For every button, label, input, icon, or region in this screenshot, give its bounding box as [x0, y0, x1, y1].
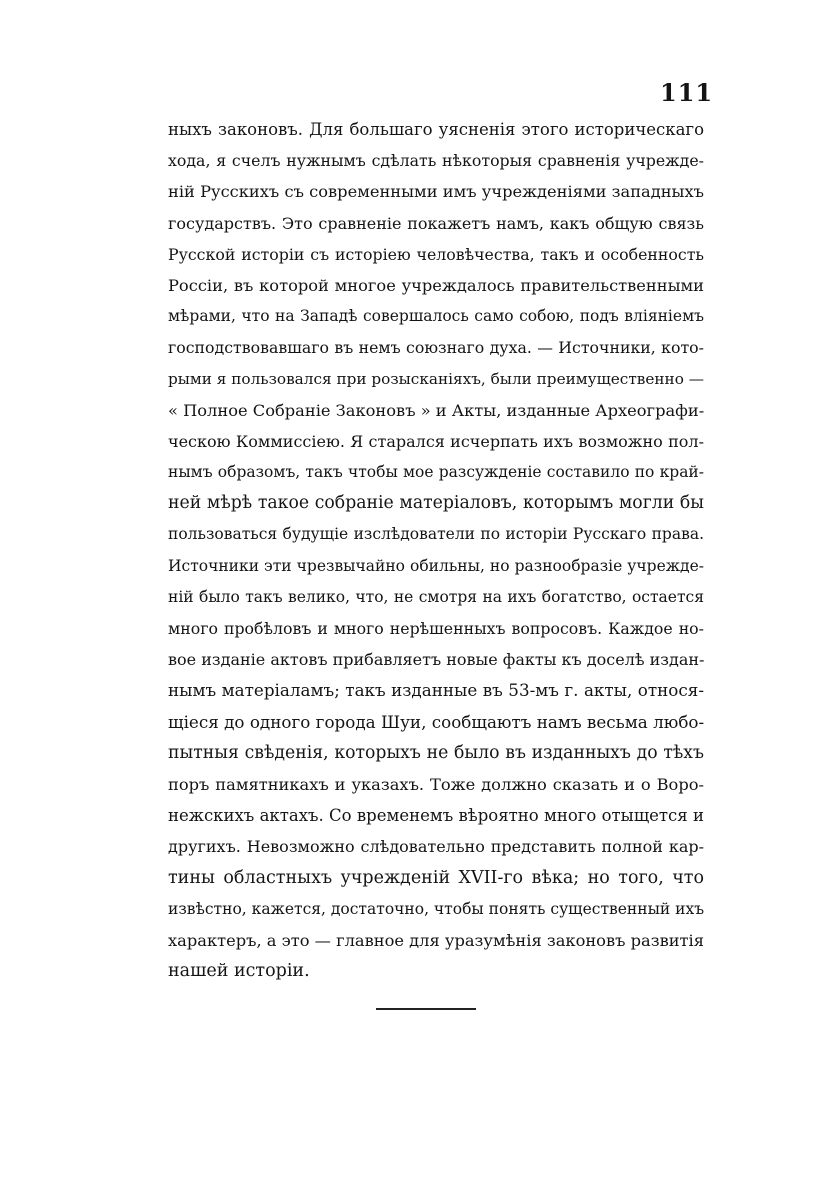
text-line: щіеся до одного города Шуи, сообщаютъ намъ весьма любо- — [168, 711, 704, 732]
page-number: 111 — [660, 78, 714, 107]
text-line: ній было такъ велико, что, не смотря на ихъ богатство, остается — [168, 587, 704, 606]
text-line-final: нашей исторіи. — [168, 961, 310, 982]
text-line: « Полное Собраніе Законовъ » и Акты, изданные Археографи- — [168, 400, 704, 420]
text-line: рыми я пользовался при розысканіяхъ, были преимущественно — — [168, 369, 704, 388]
text-line: Источники эти чрезвычайно обильны, но разнообразіе учрежде- — [168, 556, 704, 575]
text-line: нымъ образомъ, такъ чтобы мое разсужденіе составило по край- — [168, 463, 704, 482]
text-line: пытныя свѣденія, которыхъ не было въ изданныхъ до тѣхъ — [168, 742, 704, 763]
text-line: извѣстно, кажется, достаточно, чтобы понять существенный ихъ — [168, 899, 704, 918]
body-text — [168, 114, 704, 987]
text-line: много пробѣловъ и много нерѣшенныхъ вопросовъ. Каждое но- — [168, 619, 704, 638]
text-line: ній Русскихъ съ современными имъ учрежденіями западныхъ — [168, 182, 704, 202]
text-line: мѣрами, что на Западѣ совершалось само собою, подъ вліяніемъ — [168, 307, 704, 326]
text-line: поръ памятникахъ и указахъ. Тоже должно сказать и о Воро- — [168, 774, 704, 794]
text-line: тины областныхъ учрежденій XVII-го вѣка; но того, что — [168, 867, 704, 888]
text-line: хода, я счелъ нужнымъ сдѣлать нѣкоторыя сравненія учрежде- — [168, 151, 704, 171]
text-line: Россіи, въ которой многое учреждалось правительственными — [168, 275, 704, 295]
text-line: ческою Коммиссіею. Я старался исчерпать ихъ возможно пол- — [168, 431, 704, 451]
text-line: нежскихъ актахъ. Со временемъ вѣроятно много отыщется и — [168, 806, 704, 826]
text-line: ныхъ законовъ. Для большаго уясненія этого историческаго — [168, 120, 704, 139]
text-line: характеръ, а это — главное для уразумѣнія законовъ развитія — [168, 930, 704, 950]
text-line: вое изданіе актовъ прибавляетъ новые факты къ доселѣ издан- — [168, 650, 704, 670]
text-line: господствовавшаго въ немъ союзнаго духа. — Источники, кото- — [168, 338, 704, 358]
text-line: пользоваться будущіе изслѣдователи по исторіи Русскаго права. — [168, 525, 704, 544]
text-line: другихъ. Невозможно слѣдовательно представить полной кар- — [168, 837, 704, 857]
text-line: Русской исторіи съ исторіею человѣчества, такъ и особенность — [168, 244, 704, 264]
text-line: ней мѣрѣ такое собраніе матеріаловъ, которымъ могли бы — [168, 493, 704, 514]
section-divider — [376, 1008, 476, 1010]
text-line: нымъ матеріаламъ; такъ изданные въ 53-мъ г. акты, относя- — [168, 680, 704, 701]
text-line: государствъ. Это сравненіе покажетъ намъ, какъ общую связь — [168, 213, 704, 233]
